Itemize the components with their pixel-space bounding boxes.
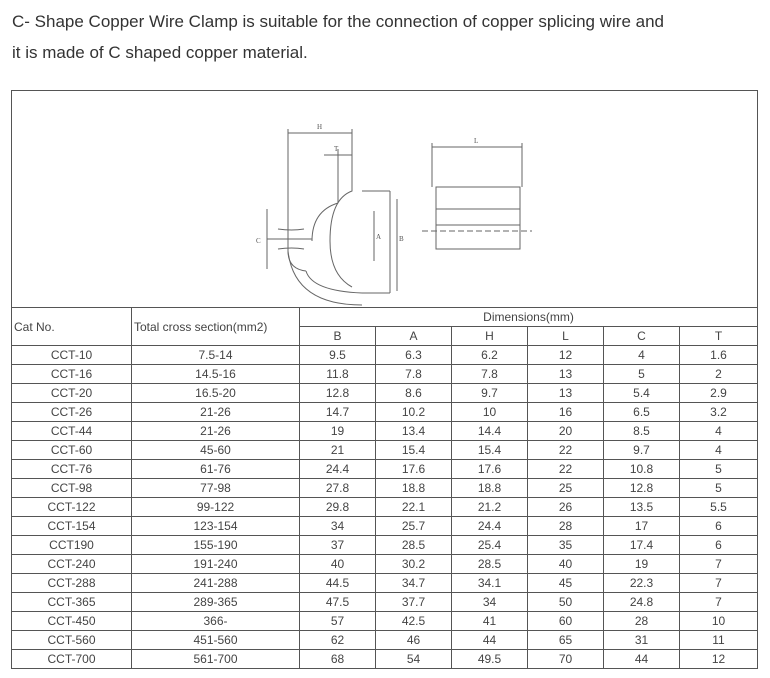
cat-no-cell: CCT-26 [12,403,132,422]
dim-label-b: B [399,235,404,243]
c-cell: 17 [604,517,680,536]
header-c: C [604,327,680,346]
cross-section-cell: 16.5-20 [132,384,300,403]
t-cell: 12 [680,650,758,669]
c-cell: 28 [604,612,680,631]
dim-label-t: T [334,145,339,153]
a-cell: 42.5 [376,612,452,631]
a-cell: 7.8 [376,365,452,384]
table-row [12,612,758,631]
t-cell: 6 [680,517,758,536]
cross-section-cell: 21-26 [132,422,300,441]
b-cell: 21 [300,441,376,460]
t-cell: 5.5 [680,498,758,517]
table-row [12,536,758,555]
l-cell: 28 [528,517,604,536]
l-cell: 16 [528,403,604,422]
header-cat-no: Cat No. [12,308,132,346]
l-cell: 45 [528,574,604,593]
c-cell: 17.4 [604,536,680,555]
header-h: H [452,327,528,346]
c-cell: 4 [604,346,680,365]
h-cell: 25.4 [452,536,528,555]
b-cell: 12.8 [300,384,376,403]
cat-no-cell: CCT-16 [12,365,132,384]
table-row [12,631,758,650]
a-cell: 54 [376,650,452,669]
c-cell: 9.7 [604,441,680,460]
t-cell: 4 [680,422,758,441]
t-cell: 3.2 [680,403,758,422]
t-cell: 2 [680,365,758,384]
l-cell: 60 [528,612,604,631]
b-cell: 14.7 [300,403,376,422]
h-cell: 17.6 [452,460,528,479]
t-cell: 5 [680,460,758,479]
l-cell: 22 [528,460,604,479]
cat-no-cell: CCT-76 [12,460,132,479]
h-cell: 34.1 [452,574,528,593]
table-row [12,441,758,460]
dim-label-l: L [474,137,479,145]
table-row [12,517,758,536]
cat-no-cell: CCT-122 [12,498,132,517]
b-cell: 27.8 [300,479,376,498]
a-cell: 34.7 [376,574,452,593]
l-cell: 70 [528,650,604,669]
cross-section-cell: 366- [132,612,300,631]
a-cell: 30.2 [376,555,452,574]
table-row [12,403,758,422]
dim-label-a: A [376,233,382,241]
cross-section-cell: 61-76 [132,460,300,479]
cat-no-cell: CCT-98 [12,479,132,498]
cat-no-cell: CCT-44 [12,422,132,441]
b-cell: 57 [300,612,376,631]
a-cell: 8.6 [376,384,452,403]
h-cell: 15.4 [452,441,528,460]
table-row [12,479,758,498]
l-cell: 65 [528,631,604,650]
l-cell: 20 [528,422,604,441]
c-cell: 5 [604,365,680,384]
a-cell: 18.8 [376,479,452,498]
b-cell: 47.5 [300,593,376,612]
table-row [12,498,758,517]
c-cell: 10.8 [604,460,680,479]
h-cell: 21.2 [452,498,528,517]
c-cell: 5.4 [604,384,680,403]
description-line-2: it is made of C shaped copper material. [12,43,308,62]
cat-no-cell: CCT-60 [12,441,132,460]
header-b: B [300,327,376,346]
figure-cell [12,91,758,308]
l-cell: 26 [528,498,604,517]
cross-section-cell: 561-700 [132,650,300,669]
b-cell: 37 [300,536,376,555]
cross-section-cell: 191-240 [132,555,300,574]
header-a: A [376,327,452,346]
h-cell: 6.2 [452,346,528,365]
a-cell: 10.2 [376,403,452,422]
h-cell: 7.8 [452,365,528,384]
cat-no-cell: CCT-365 [12,593,132,612]
b-cell: 29.8 [300,498,376,517]
a-cell: 37.7 [376,593,452,612]
spec-table [11,90,758,669]
cross-section-cell: 99-122 [132,498,300,517]
h-cell: 28.5 [452,555,528,574]
table-row [12,574,758,593]
cross-section-cell: 7.5-14 [132,346,300,365]
t-cell: 4 [680,441,758,460]
product-description [12,6,762,68]
b-cell: 68 [300,650,376,669]
b-cell: 62 [300,631,376,650]
table-row [12,460,758,479]
h-cell: 24.4 [452,517,528,536]
cat-no-cell: CCT-154 [12,517,132,536]
table-row [12,384,758,403]
c-cell: 6.5 [604,403,680,422]
cross-section-cell: 123-154 [132,517,300,536]
table-row [12,555,758,574]
l-cell: 35 [528,536,604,555]
cross-section-cell: 14.5-16 [132,365,300,384]
figure-row [12,91,758,308]
l-cell: 50 [528,593,604,612]
h-cell: 14.4 [452,422,528,441]
t-cell: 7 [680,593,758,612]
header-row-1 [12,308,758,327]
b-cell: 40 [300,555,376,574]
cat-no-cell: CCT-288 [12,574,132,593]
t-cell: 7 [680,574,758,593]
h-cell: 34 [452,593,528,612]
cross-section-cell: 21-26 [132,403,300,422]
c-cell: 22.3 [604,574,680,593]
t-cell: 2.9 [680,384,758,403]
a-cell: 22.1 [376,498,452,517]
cat-no-cell: CCT-450 [12,612,132,631]
h-cell: 41 [452,612,528,631]
c-cell: 8.5 [604,422,680,441]
table-row [12,593,758,612]
a-cell: 25.7 [376,517,452,536]
cross-section-cell: 241-288 [132,574,300,593]
l-cell: 25 [528,479,604,498]
t-cell: 7 [680,555,758,574]
a-cell: 6.3 [376,346,452,365]
header-cross-section: Total cross section(mm2) [132,308,300,346]
h-cell: 44 [452,631,528,650]
header-t: T [680,327,758,346]
t-cell: 1.6 [680,346,758,365]
b-cell: 34 [300,517,376,536]
c-cell: 31 [604,631,680,650]
h-cell: 18.8 [452,479,528,498]
b-cell: 9.5 [300,346,376,365]
cat-no-cell: CCT-20 [12,384,132,403]
cat-no-cell: CCT190 [12,536,132,555]
t-cell: 6 [680,536,758,555]
cat-no-cell: CCT-240 [12,555,132,574]
c-cell: 12.8 [604,479,680,498]
cat-no-cell: CCT-10 [12,346,132,365]
h-cell: 49.5 [452,650,528,669]
cross-section-cell: 77-98 [132,479,300,498]
t-cell: 10 [680,612,758,631]
c-cell: 13.5 [604,498,680,517]
l-cell: 40 [528,555,604,574]
b-cell: 11.8 [300,365,376,384]
l-cell: 13 [528,365,604,384]
cat-no-cell: CCT-700 [12,650,132,669]
table-row [12,346,758,365]
a-cell: 28.5 [376,536,452,555]
a-cell: 17.6 [376,460,452,479]
clamp-drawing [12,91,758,307]
t-cell: 5 [680,479,758,498]
a-cell: 46 [376,631,452,650]
header-dimensions: Dimensions(mm) [300,308,758,327]
dim-label-h: H [317,123,323,131]
c-cell: 24.8 [604,593,680,612]
c-cell: 44 [604,650,680,669]
b-cell: 24.4 [300,460,376,479]
table-row [12,422,758,441]
table-row [12,650,758,669]
cross-section-cell: 45-60 [132,441,300,460]
b-cell: 19 [300,422,376,441]
a-cell: 13.4 [376,422,452,441]
t-cell: 11 [680,631,758,650]
a-cell: 15.4 [376,441,452,460]
b-cell: 44.5 [300,574,376,593]
table-row [12,365,758,384]
description-line-1: C- Shape Copper Wire Clamp is suitable for the connection of copper splicing wire and [12,12,664,31]
l-cell: 12 [528,346,604,365]
l-cell: 13 [528,384,604,403]
cross-section-cell: 155-190 [132,536,300,555]
cross-section-cell: 289-365 [132,593,300,612]
cat-no-cell: CCT-560 [12,631,132,650]
cross-section-cell: 451-560 [132,631,300,650]
dim-label-c: C [256,237,261,245]
h-cell: 10 [452,403,528,422]
l-cell: 22 [528,441,604,460]
h-cell: 9.7 [452,384,528,403]
c-cell: 19 [604,555,680,574]
header-l: L [528,327,604,346]
